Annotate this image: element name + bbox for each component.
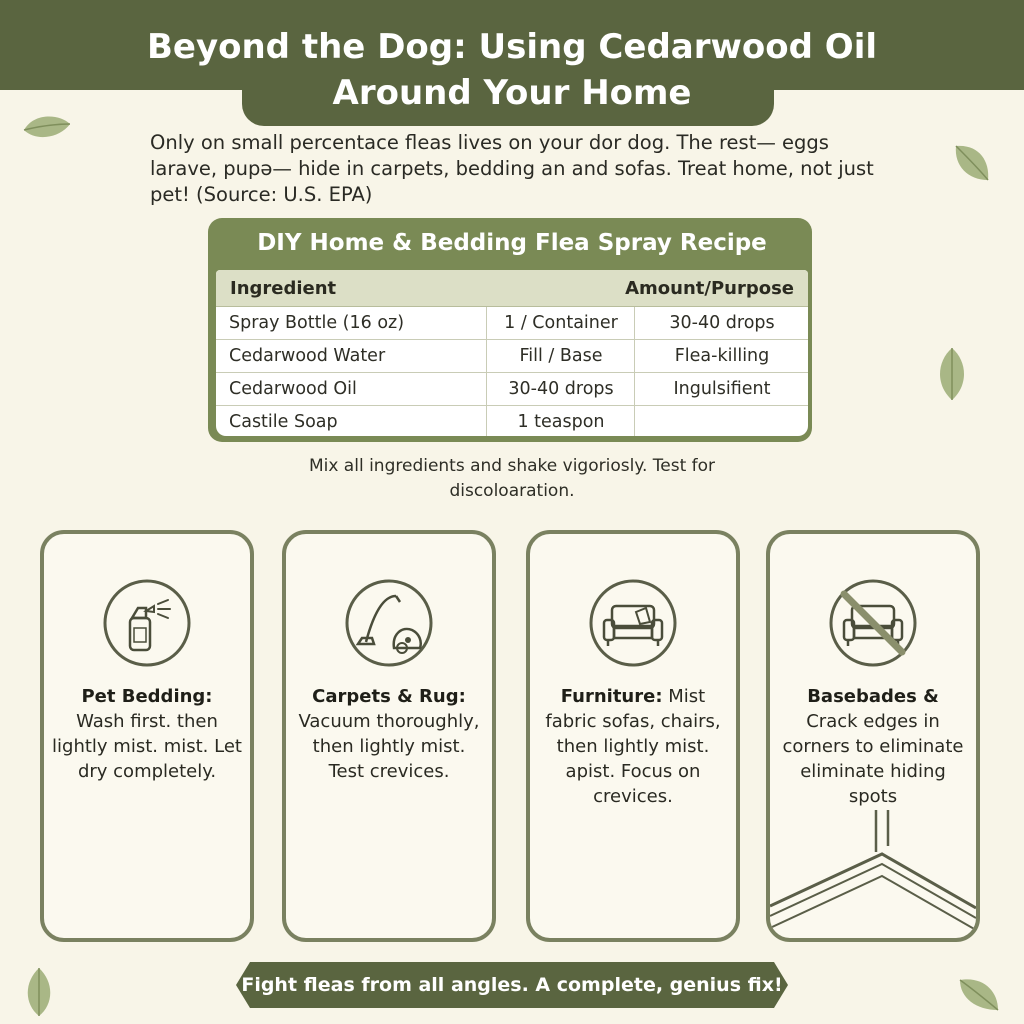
leaf-icon: [20, 112, 74, 142]
recipe-title: DIY Home & Bedding Flea Spray Recipe: [257, 230, 767, 256]
table-cell: Ingulsifient: [634, 373, 808, 405]
leaf-icon: [22, 966, 56, 1018]
area-description: Mist fabric sofas, chairs, then lightly mist. apist. Focus on crevices.: [545, 686, 721, 807]
area-description: Wash first. then lightly mist. mist. Let dry completely.: [52, 711, 242, 782]
area-description: Crack edges in corners to eliminate eliminate hiding spots: [782, 711, 964, 807]
area-description: Vacuum thoroughly, then lightly mist. Test crevices.: [298, 711, 480, 782]
table-header: [216, 270, 808, 307]
sofa-icon: [588, 578, 678, 668]
leaf-icon: [950, 140, 994, 184]
table-cell: Flea-killing: [634, 340, 808, 372]
area-heading: Pet Bedding:: [81, 686, 213, 707]
table-cell: 1 teaspon: [486, 406, 635, 436]
mix-note: Mix all ingredients and shake vigoriosly. Test for discoloaration.: [308, 456, 716, 501]
area-card-pet-bedding: [40, 530, 254, 942]
recipe-table: [216, 270, 808, 436]
intro-text: Only on small percentace fleas lives on your dor dog. The rest— eggs larave, pupə— hide in carpets, bedding an and sofas. Treat home, not just pet! (Source: U.S. EPA): [150, 131, 874, 206]
page-title: [0, 24, 1024, 116]
vacuum-icon: [344, 578, 434, 668]
table-cell: 30-40 drops: [486, 373, 635, 405]
leaf-icon: [934, 346, 970, 402]
area-card-baseboards: [766, 530, 980, 942]
title-line-2: Around Your Home: [332, 73, 692, 113]
area-heading: Furniture:: [560, 686, 663, 707]
table-cell: 1 / Container: [486, 307, 635, 339]
column-header-amount: Amount/Purpose: [625, 278, 794, 299]
table-cell: Fill / Base: [486, 340, 635, 372]
table-cell: Cedarwood Water: [229, 346, 386, 366]
baseboard-corner-illustration: [770, 804, 976, 934]
area-card-carpets: [282, 530, 496, 942]
table-cell: Cedarwood Oil: [229, 379, 357, 399]
column-header-ingredient: Ingredient: [230, 278, 337, 299]
table-row: [216, 307, 808, 340]
title-line-1: Beyond the Dog: Using Cedarwood Oil: [146, 27, 878, 67]
leaf-icon: [956, 974, 1002, 1014]
table-row: [216, 406, 808, 436]
no-sofa-icon: [828, 578, 918, 668]
table-row: [216, 373, 808, 406]
area-heading: Carpets & Rug:: [312, 686, 466, 707]
table-cell: 30-40 drops: [634, 307, 808, 339]
table-cell: Spray Bottle (16 oz): [229, 313, 405, 333]
spray-bottle-icon: [102, 578, 192, 668]
table-cell: Castile Soap: [229, 412, 338, 432]
area-heading: Basebades &: [807, 686, 939, 707]
footer-text: Fight fleas from all angles. A complete, genius fix!: [241, 974, 783, 996]
table-cell: [634, 406, 808, 436]
table-row: [216, 340, 808, 373]
area-card-furniture: [526, 530, 740, 942]
